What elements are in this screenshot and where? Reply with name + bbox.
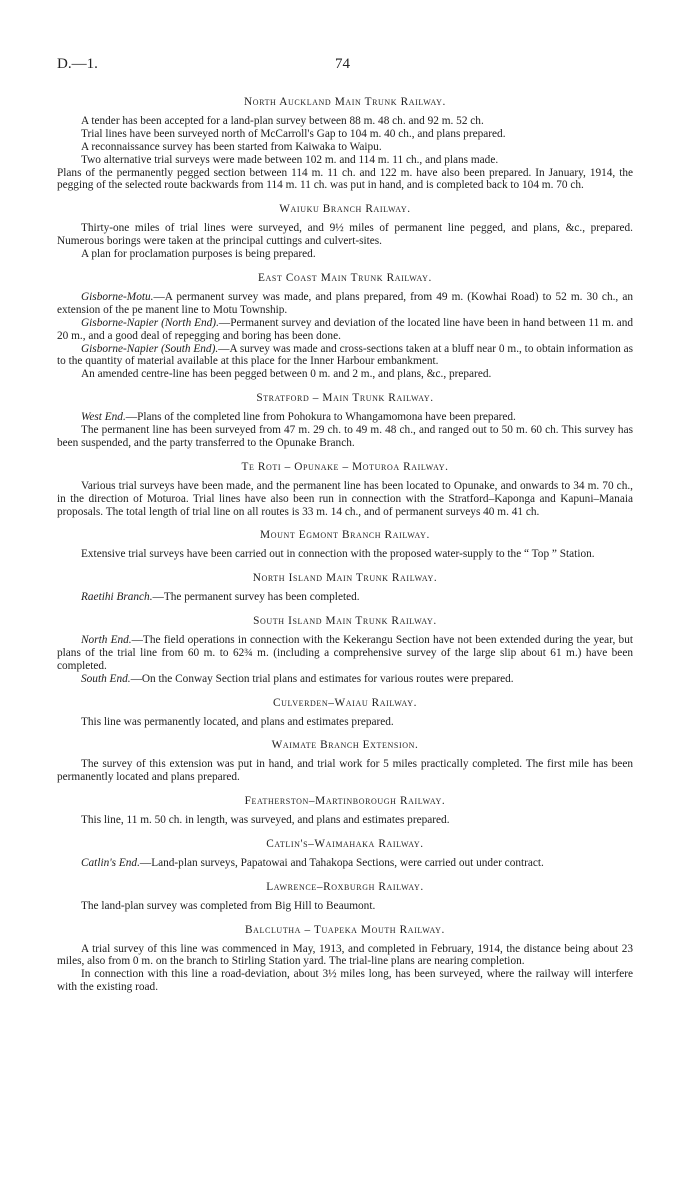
paragraph xyxy=(57,548,633,561)
document-code: D.—1. xyxy=(57,56,98,72)
paragraph-text: The survey of this extension was put in hand, and trial work for 5 miles practically completed. The first mile has been permanently located and plans prepared. xyxy=(57,758,633,784)
section xyxy=(57,615,633,686)
paragraph xyxy=(57,716,633,729)
paragraph xyxy=(57,591,633,604)
section-title: Culverden–Waiau Railway. xyxy=(272,696,417,709)
section-title: Lawrence–Roxburgh Railway. xyxy=(266,880,424,893)
paragraph xyxy=(57,291,633,317)
paragraph-subheading: Gisborne-Napier (North End). xyxy=(81,316,219,329)
paragraph xyxy=(57,128,633,141)
section xyxy=(57,529,633,561)
paragraph-text: —The field operations in connection with the Kekerangu Section have not been extended during the year, but plans of the trial line from 60 m. to 62¾ m. (including a comprehensive survey of the large slip about 61 m.) have been completed. xyxy=(57,634,633,672)
paragraph-subheading: West End. xyxy=(81,411,126,424)
paragraph xyxy=(57,368,633,381)
paragraph xyxy=(57,167,633,193)
paragraph xyxy=(57,480,633,519)
section xyxy=(57,203,633,261)
paragraph-text: A plan for proclamation purposes is being prepared. xyxy=(81,248,316,261)
section xyxy=(57,461,633,519)
paragraph-text: A trial survey of this line was commenced in May, 1913, and completed in February, 1914, the distance being about 23 miles, also from 0 m. on the branch to Stirling Station yard. The trial-line plans are nearing completion. xyxy=(57,942,633,968)
paragraph xyxy=(57,154,633,167)
paragraph-text: Two alternative trial surveys were made between 102 m. and 114 m. 11 ch., and plans made. xyxy=(81,153,499,166)
section-title: North Island Main Trunk Railway. xyxy=(252,572,438,585)
paragraph-text: —The permanent survey has been completed. xyxy=(152,591,360,604)
paragraph xyxy=(57,222,633,248)
paragraph-text: A reconnaissance survey has been started from Kaiwaka to Waipu. xyxy=(81,140,382,153)
paragraph xyxy=(57,968,633,994)
paragraph xyxy=(57,943,633,969)
section xyxy=(57,795,633,827)
section-title: Stratford – Main Trunk Railway. xyxy=(256,392,434,405)
paragraph-subheading: Raetihi Branch. xyxy=(81,591,153,604)
running-head xyxy=(57,56,633,72)
paragraph-subheading: South End. xyxy=(81,672,131,685)
paragraph-text: Trial lines have been surveyed north of McCarroll's Gap to 104 m. 40 ch., and plans prepared. xyxy=(81,127,506,140)
section xyxy=(57,572,633,604)
section-title: South Island Main Trunk Railway. xyxy=(253,615,437,628)
paragraph-text: The land-plan survey was completed from Big Hill to Beaumont. xyxy=(81,899,376,912)
paragraph-text: This line, 11 m. 50 ch. in length, was surveyed, and plans and estimates prepared. xyxy=(81,814,450,827)
paragraph-text: In connection with this line a road-deviation, about 3½ miles long, has been surveyed, where the railway will interfere with the existing road. xyxy=(57,968,633,994)
paragraph xyxy=(57,317,633,343)
paragraph xyxy=(57,758,633,784)
paragraph-text: Extensive trial surveys have been carried out in connection with the proposed water-supply to the “ Top ” Station. xyxy=(81,548,595,561)
paragraph xyxy=(57,141,633,154)
section xyxy=(57,697,633,729)
section xyxy=(57,739,633,784)
section xyxy=(57,881,633,913)
section xyxy=(57,272,633,381)
section xyxy=(57,392,633,450)
paragraph-text: —Land-plan surveys, Papatowai and Tahakopa Sections, were carried out under contract. xyxy=(139,856,544,869)
paragraph-text: Various trial surveys have been made, and the permanent line has been located to Opunake, and onwards to 34 m. 70 ch., in the direction of Moturoa. Trial lines have also been run in connection with the Stratford–Kaponga and Kapuni–Manaia proposals. The total length of trial line on all routes is 33 m. 14 ch., and of permanent surveys 40 m. 41 ch. xyxy=(57,479,633,518)
paragraph-subheading: Gisborne-Napier (South End). xyxy=(81,342,219,355)
paragraph xyxy=(57,634,633,673)
page-number: 74 xyxy=(335,56,350,72)
paragraph xyxy=(57,857,633,870)
paragraph xyxy=(57,343,633,369)
section xyxy=(57,924,633,995)
paragraph xyxy=(57,411,633,424)
paragraph-text: —A survey was made and cross-sections taken at a bluff near 0 m., to obtain information as to the quantity of material available at this place for the Inner Harbour embankment. xyxy=(57,342,633,368)
section-title: East Coast Main Trunk Railway. xyxy=(258,271,432,284)
paragraph-subheading: North End. xyxy=(81,634,132,646)
paragraph-text: —A permanent survey was made, and plans prepared, from 49 m. (Kowhai Road) to 52 m. 30 ch., an extension of the pe manent line to Motu Township. xyxy=(57,290,633,316)
paragraph xyxy=(57,673,633,686)
section xyxy=(57,838,633,870)
paragraph-text: A tender has been accepted for a land-plan survey between 88 m. 48 ch. and 92 m. 52 ch. xyxy=(81,114,484,127)
paragraph-text: —Plans of the completed line from Pohokura to Whangamomona have been prepared. xyxy=(125,411,516,424)
section-title: Waiuku Branch Railway. xyxy=(279,203,411,216)
section-title: Waimate Branch Extension. xyxy=(271,739,419,752)
paragraph xyxy=(57,814,633,827)
paragraph-text: An amended centre-line has been pegged between 0 m. and 2 m., and plans, &c., prepared. xyxy=(81,368,492,381)
section xyxy=(57,96,633,192)
section-title: Balclutha – Tuapeka Mouth Railway. xyxy=(245,923,445,936)
paragraph xyxy=(57,900,633,913)
paragraph xyxy=(57,424,633,450)
section-title: Te Roti – Opunake – Moturoa Railway. xyxy=(241,460,449,473)
paragraph-text: Plans of the permanently pegged section between 114 m. 11 ch. and 122 m. have also been prepared. In January, 1914, the pegging of the selected route backwards from 114 m. 11 ch. was put in hand, and is completed back to 104 m. 70 ch. xyxy=(57,166,633,192)
paragraph-subheading: Catlin's End. xyxy=(81,856,140,869)
paragraph-text: —Permanent survey and deviation of the located line have been in hand between 11 m. and 20 m., and a good deal of repegging and boring has been done. xyxy=(57,316,633,342)
paragraph-subheading: Gisborne-Motu. xyxy=(81,290,154,303)
sections xyxy=(57,96,633,1005)
paragraph xyxy=(57,115,633,128)
paragraph-text: The permanent line has been surveyed from 47 m. 29 ch. to 49 m. 48 ch., and ranged out to 50 m. 60 ch. This survey has been suspended, and the party transferred to the Opunake Branch. xyxy=(57,424,633,449)
paragraph-text: Thirty-one miles of trial lines were surveyed, and 9½ miles of permanent line pegged, and plans, &c., prepared. Numerous borings were taken at the principal cuttings and culvert-sites. xyxy=(57,222,633,248)
paragraph xyxy=(57,248,633,261)
section-title: North Auckland Main Trunk Railway. xyxy=(243,96,446,108)
paragraph-text: This line was permanently located, and plans and estimates prepared. xyxy=(81,715,394,728)
section-title: Featherston–Martinborough Railway. xyxy=(244,795,446,808)
section-title: Mount Egmont Branch Railway. xyxy=(260,529,430,542)
section-title: Catlin's–Waimahaka Railway. xyxy=(266,837,424,850)
paragraph-text: —On the Conway Section trial plans and estimates for various routes were prepared. xyxy=(130,672,514,685)
